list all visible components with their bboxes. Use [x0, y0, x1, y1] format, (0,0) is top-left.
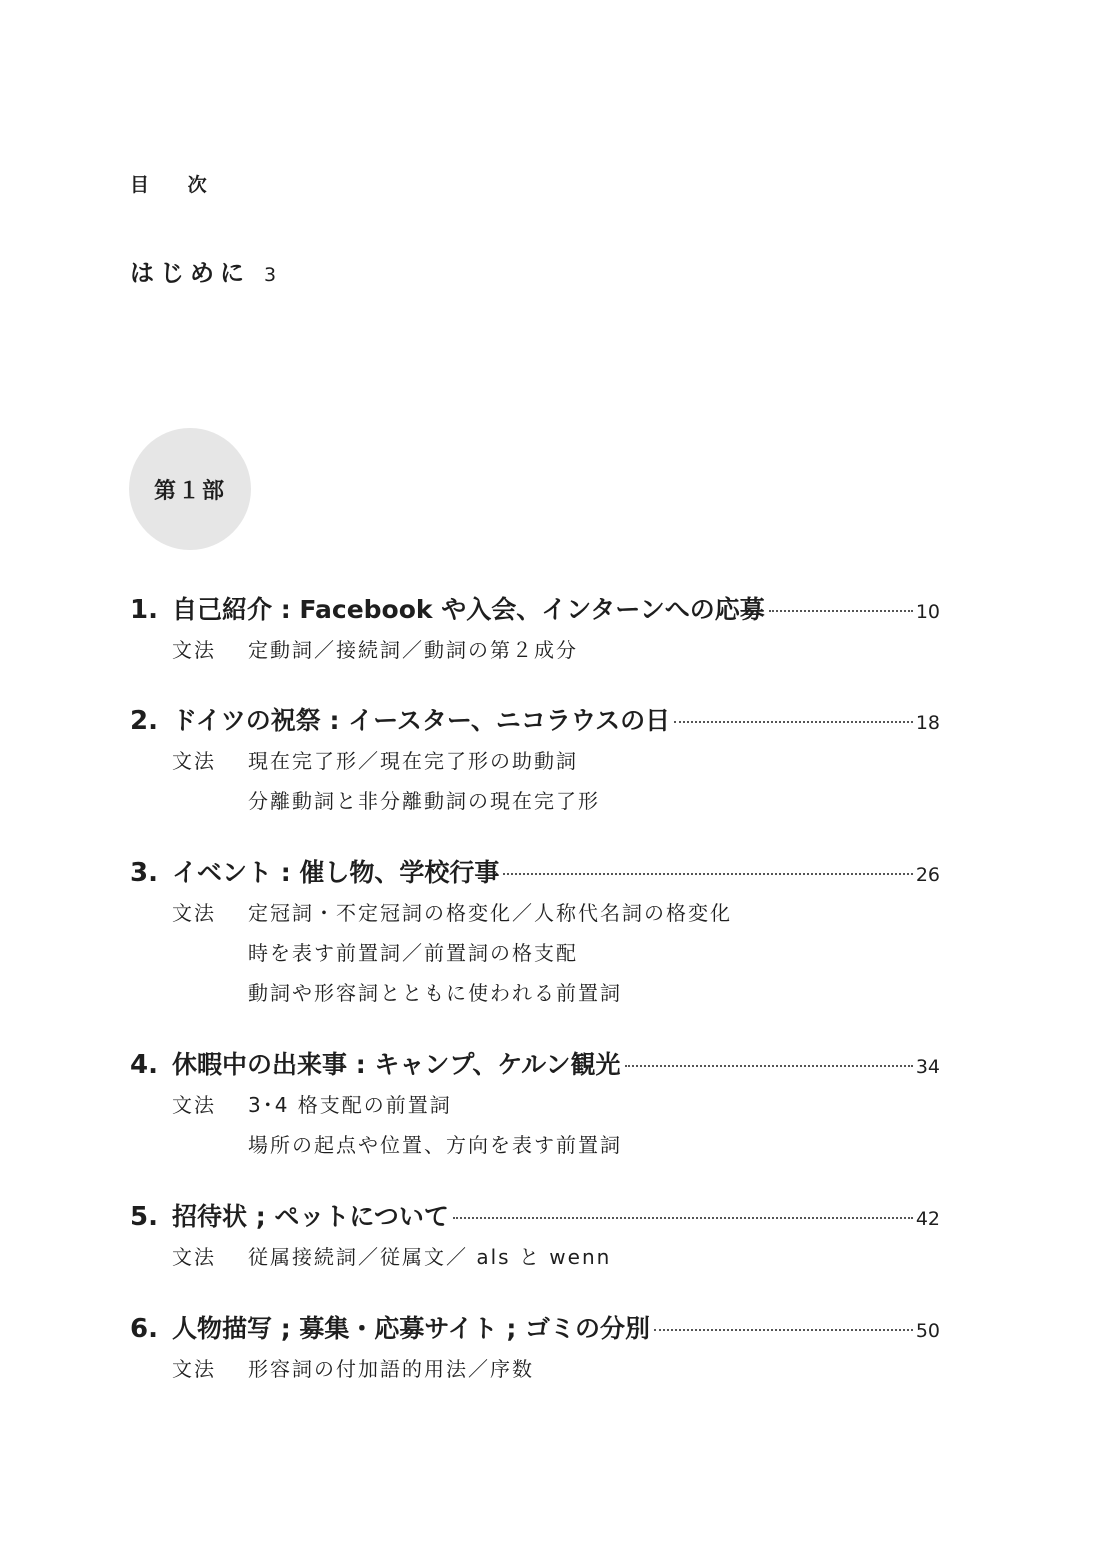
grammar-label: 文法: [172, 1245, 216, 1269]
chapter-entry-1[interactable]: [130, 590, 940, 670]
grammar-item: 動詞や形容詞とともに使われる前置詞: [248, 981, 622, 1005]
chapter-number: 6.: [130, 1314, 158, 1344]
chapter-line: [130, 1309, 940, 1345]
chapter-line: [130, 853, 940, 889]
chapter-title: ドイツの祝祭 : イースター、ニコラウスの日: [172, 706, 671, 735]
grammar-section: [172, 630, 940, 670]
chapter-line: [130, 701, 940, 737]
part-badge: [129, 428, 251, 550]
chapter-line: [130, 1045, 940, 1081]
grammar-lines: [248, 1349, 534, 1389]
chapter-page-number: 34: [915, 1056, 940, 1078]
chapter-entry-6[interactable]: [130, 1309, 940, 1389]
chapter-entry-4[interactable]: [130, 1045, 940, 1165]
grammar-section: [172, 1237, 940, 1277]
grammar-item: 定冠詞・不定冠詞の格変化／人称代名詞の格変化: [248, 901, 732, 925]
chapter-page-number: 26: [915, 864, 940, 886]
chapter-number: 3.: [130, 858, 158, 888]
chapter-number: 2.: [130, 706, 158, 736]
grammar-section: [172, 893, 940, 1013]
intro-entry[interactable]: [130, 253, 276, 287]
chapter-title: 人物描写 ; 募集・応募サイト ; ゴミの分別: [172, 1314, 651, 1343]
chapter-title: 自己紹介 : Facebook や入会、インターンへの応募: [172, 595, 765, 624]
grammar-section: [172, 1349, 940, 1389]
grammar-lines: [248, 741, 600, 821]
part-label: 第１部: [153, 478, 226, 504]
grammar-item: 従属接続詞／従属文／ als と wenn: [248, 1245, 612, 1269]
grammar-section: [172, 741, 940, 821]
grammar-item: 定動詞／接続詞／動詞の第２成分: [248, 638, 578, 662]
chapter-title: 休暇中の出来事 : キャンプ、ケルン観光: [172, 1050, 621, 1079]
chapter-page-number: 10: [915, 601, 940, 623]
grammar-label: 文法: [172, 1093, 216, 1117]
grammar-item: 3･4 格支配の前置詞: [248, 1093, 452, 1117]
grammar-item: 場所の起点や位置、方向を表す前置詞: [248, 1133, 622, 1157]
chapter-page-number: 42: [915, 1208, 940, 1230]
grammar-lines: [248, 630, 578, 670]
grammar-lines: [248, 1237, 611, 1277]
chapter-page-number: 50: [915, 1320, 940, 1342]
dot-leader: [674, 721, 913, 723]
grammar-item: 時を表す前置詞／前置詞の格支配: [248, 941, 578, 965]
dot-leader: [625, 1065, 913, 1067]
grammar-lines: [248, 1085, 622, 1165]
dot-leader: [654, 1329, 913, 1331]
grammar-lines: [248, 893, 732, 1013]
chapter-title: 招待状 ; ペットについて: [172, 1202, 449, 1231]
toc-heading: 目 次: [130, 174, 223, 196]
grammar-section: [172, 1085, 940, 1165]
intro-label: はじめに: [130, 259, 250, 287]
chapter-entry-2[interactable]: [130, 701, 940, 821]
chapter-title: イベント : 催し物、学校行事: [172, 858, 500, 887]
chapter-line: [130, 1197, 940, 1233]
intro-page-number: 3: [264, 264, 277, 286]
chapter-number: 4.: [130, 1050, 158, 1080]
grammar-item: 現在完了形／現在完了形の助動詞: [248, 749, 578, 773]
grammar-label: 文法: [172, 901, 216, 925]
chapter-page-number: 18: [915, 712, 940, 734]
grammar-label: 文法: [172, 749, 216, 773]
chapter-number: 1.: [130, 595, 158, 625]
chapter-entry-5[interactable]: [130, 1197, 940, 1277]
chapter-number: 5.: [130, 1202, 158, 1232]
chapter-entry-3[interactable]: [130, 853, 940, 1013]
dot-leader: [769, 610, 913, 612]
grammar-label: 文法: [172, 638, 216, 662]
grammar-label: 文法: [172, 1357, 216, 1381]
dot-leader: [503, 873, 912, 875]
grammar-item: 分離動詞と非分離動詞の現在完了形: [248, 789, 600, 813]
grammar-item: 形容詞の付加語的用法／序数: [248, 1357, 534, 1381]
chapter-line: [130, 590, 940, 626]
dot-leader: [453, 1217, 913, 1219]
